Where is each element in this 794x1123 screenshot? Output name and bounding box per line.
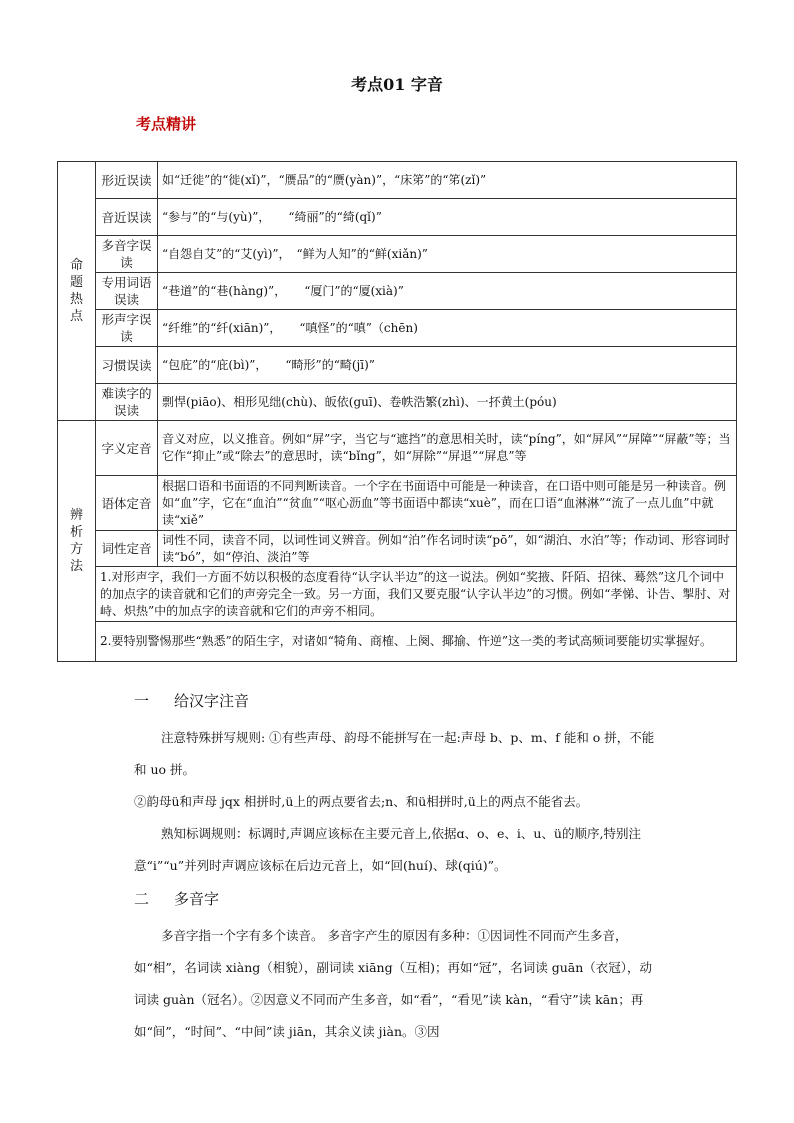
row-content: 音义对应，以义推音。例如“屏”字，当它与“遮挡”的意思相关时，读“píng”，如“屏风”“屏障”“屏蔽”等；当它作“抑止”或“除去”的意思时，读“bǐng”，如“屏除”“屏退”“屏息”等 <box>158 421 737 476</box>
table-row <box>58 421 737 476</box>
table-row <box>58 199 737 236</box>
group-label-hotspots: 命 题 热 点 <box>58 162 96 421</box>
row-label: 习惯误读 <box>96 347 158 384</box>
row-label: 专用词语误读 <box>96 273 158 310</box>
table-row <box>58 384 737 421</box>
row-label: 词性定音 <box>96 531 158 567</box>
row-label: 形近误读 <box>96 162 158 199</box>
row-label: 形声字误读 <box>96 310 158 347</box>
part1-paragraph-2: ②韵母ü和声母 jqx 相拼时,ü上的两点要省去;n、和ü相拼时,ü上的两点不能省去。 <box>134 794 589 809</box>
row-label: 字义定音 <box>96 421 158 476</box>
table-row <box>58 236 737 273</box>
key-points-table <box>57 161 737 662</box>
row-label: 多音字误读 <box>96 236 158 273</box>
row-label: 音近误读 <box>96 199 158 236</box>
row-label: 难读字的误读 <box>96 384 158 421</box>
table-row <box>58 347 737 384</box>
table-row <box>58 567 737 622</box>
table-row <box>58 476 737 531</box>
table-row <box>58 273 737 310</box>
note-1: 1.对形声字，我们一方面不妨以积极的态度看待“认字认半边”的这一说法。例如“奖掖、阡陌、招徕、蓦然”这几个词中的加点字的读音就和它们的声旁完全一致。另一方面，我们又要克服“认字认半边”的习惯。例如“孝悌、讣告、掣肘、对峙、炽热”中的加点字的读音就和它们的声旁不相同。 <box>96 567 737 622</box>
row-content: 如“迁徙”的“徙(xǐ)”，“赝品”的“赝(yàn)”，“床笫”的“笫(zǐ)” <box>158 162 737 199</box>
group-label-methods: 辨 析 方 法 <box>58 421 96 662</box>
row-content: “参与”的“与(yù)”， “绮丽”的“绮(qǐ)” <box>158 199 737 236</box>
row-content: “包庇”的“庇(bì)”， “畸形”的“畸(jī)” <box>158 347 737 384</box>
table-row <box>58 531 737 567</box>
part1-paragraph-1: 注意特殊拼写规则: ①有些声母、韵母不能拼写在一起:声母 b、p、m、f 能和 o 拼，不能和 uo 拼。 <box>134 730 655 777</box>
table-row <box>58 162 737 199</box>
row-content: 根据口语和书面语的不同判断读音。一个字在书面语中可能是一种读音，在口语中则可能是另一种读音。例如“血”字，它在“血泊”“贫血”“呕心沥血”等书面语中都读“xuè”，而在口语“血淋淋”“流了一点儿血”中就读“xiě” <box>158 476 737 531</box>
section-title: 考点精讲 <box>136 115 197 133</box>
table-row <box>58 622 737 662</box>
part2-paragraph-1: 多音字指一个字有多个读音。 多音字产生的原因有多种：①因词性不同而产生多音，如“相”，名词读 xiàng（相貌），副词读 xiāng（互相)；再如“冠”，名词读 guān（衣冠），动词读 guàn（冠名）。②因意义不同而产生多音，如“看”，“看见”读 kàn，“看守”读 kān；再如“间”，“时间”、“中间”读 jiān，其余义读 jiàn。③因 <box>134 928 653 1039</box>
part1-paragraph-3: 熟知标调规则：标调时,声调应该标在主要元音上,依据ɑ、o、e、i、u、ü的顺序,特别注意“i”“u”并列时声调应该标在后边元音上，如“回(huí)、球(qiú)”。 <box>134 826 641 873</box>
row-content: “自怨自艾”的“艾(yì)”， “鲜为人知”的“鲜(xiǎn)” <box>158 236 737 273</box>
part1-body <box>134 722 662 882</box>
row-content: 剽悍(piāo)、相形见绌(chù)、皈依(guī)、卷帙浩繁(zhì)、一抔黄土(póu) <box>158 384 737 421</box>
row-content: 词性不同，读音不同，以词性词义辨音。例如“泊”作名词时读“pō”，如“湖泊、水泊”等；作动词、形容词时读“bó”，如“停泊、淡泊”等 <box>158 531 737 567</box>
part2-heading: 二 多音字 <box>134 890 220 908</box>
row-content: “巷道”的“巷(hàng)”， “厦门”的“厦(xià)” <box>158 273 737 310</box>
row-content: “纤维”的“纤(xiān)”， “嗔怪”的“嗔”（chēn) <box>158 310 737 347</box>
note-2: 2.要特别警惕那些“熟悉”的陌生字，对诸如“犄角、商榷、上阕、揶揄、忤逆”这一类的考试高频词要能切实掌握好。 <box>96 622 737 662</box>
table-row <box>58 310 737 347</box>
row-label: 语体定音 <box>96 476 158 531</box>
page-title: 考点01 字音 <box>351 75 443 94</box>
part2-body <box>134 920 662 1048</box>
part1-heading: 一 给汉字注音 <box>134 692 250 710</box>
